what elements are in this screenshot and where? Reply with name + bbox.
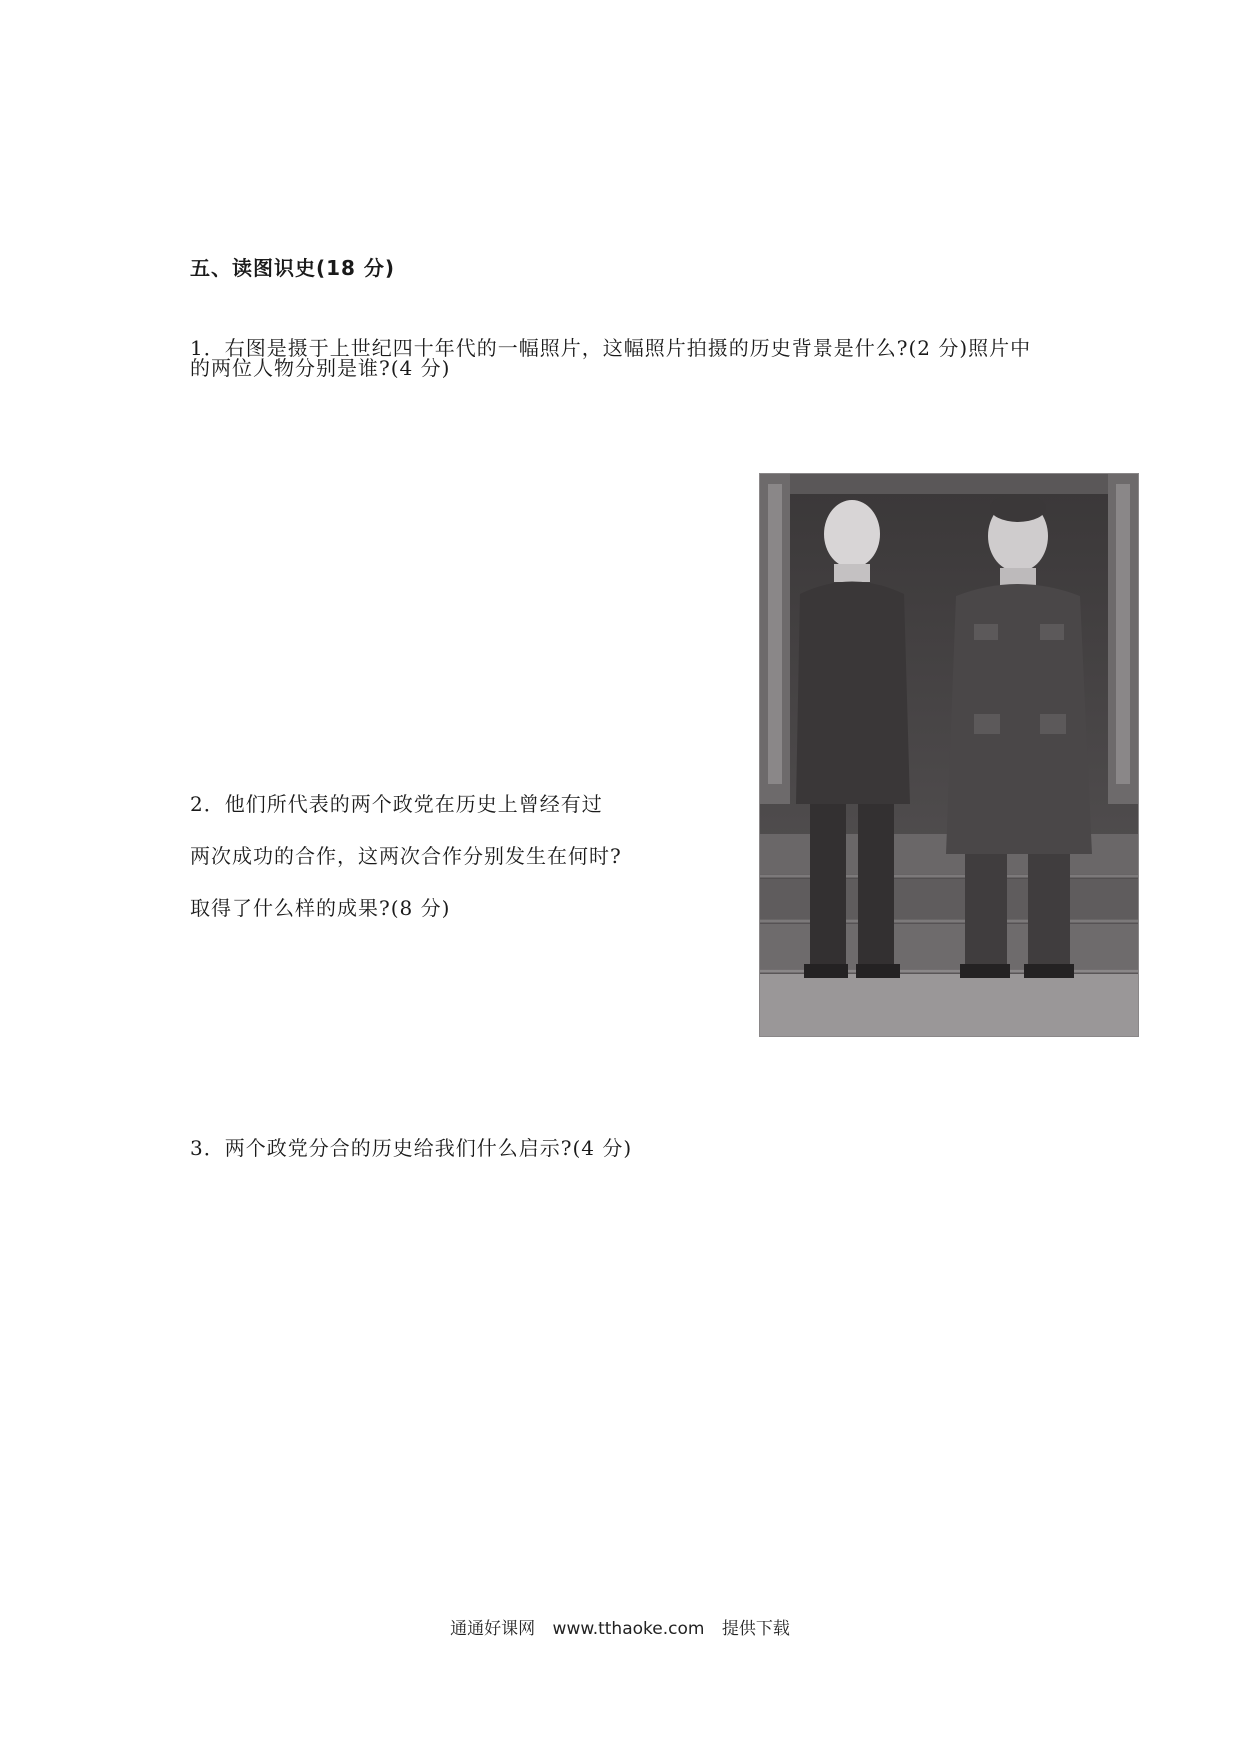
question-2-line-1: 2．他们所代表的两个政党在历史上曾经有过 bbox=[190, 792, 603, 816]
footer-suffix: 提供下载 bbox=[721, 1619, 790, 1639]
footer-site-name: 通通好课网 bbox=[450, 1619, 536, 1639]
footer-url[interactable]: www.tthaoke.com bbox=[552, 1619, 705, 1639]
section-heading: 五、读图识史(18 分) bbox=[190, 256, 396, 280]
page-footer bbox=[0, 1614, 1240, 1639]
question-1-line-2: 的两位人物分别是谁?(4 分) bbox=[190, 356, 451, 380]
question-2-line-3: 取得了什么样的成果?(8 分) bbox=[190, 896, 451, 920]
question-3-line-1: 3．两个政党分合的历史给我们什么启示?(4 分) bbox=[190, 1136, 633, 1160]
question-1-line-1: 1．右图是摄于上世纪四十年代的一幅照片，这幅照片拍摄的历史背景是什么?(2 分)照片中 bbox=[190, 336, 1032, 360]
question-2-line-2: 两次成功的合作，这两次合作分别发生在何时? bbox=[190, 844, 622, 868]
historical-photo bbox=[760, 474, 1138, 1036]
historical-photo-two-men-icon bbox=[760, 474, 1138, 1036]
